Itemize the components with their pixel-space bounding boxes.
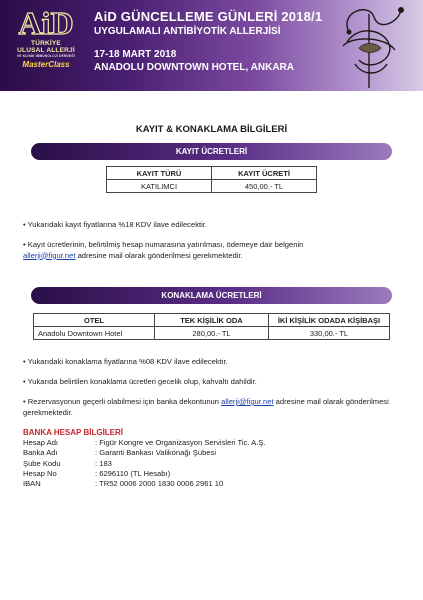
bank-value: : 183 (95, 458, 112, 468)
accommodation-band: KONAKLAMA ÜCRETLERİ (31, 287, 392, 304)
bank-key: Hesap Adı (23, 438, 59, 447)
bank-row (23, 459, 266, 469)
bank-value: : Figür Kongre ve Organizasyon Servisleri Tic. A.Ş. (95, 438, 266, 447)
header-text (94, 9, 322, 73)
reg-cell-fee: 450,00.- TL (212, 180, 317, 193)
registration-note-tail: adresine mail olarak gönderilmesi gerekmektedir. (75, 250, 243, 260)
registration-email-link[interactable]: allerji@figur.net (23, 250, 76, 260)
acc-col-hotel: OTEL (34, 314, 155, 327)
accommodation-email-link[interactable]: allerji@figur.net (221, 397, 274, 406)
accommodation-note-breakfast: • Yukarıda belirtilen konaklama ücretleri gecelik olup, kahvaltı dahildir. (23, 377, 257, 386)
reg-col-fee: KAYIT ÜCRETİ (212, 167, 317, 180)
masterclass-label: MasterClass (22, 60, 70, 69)
acc-cell-single: 280,00.- TL (155, 327, 269, 340)
logo-line-3: VE KLİNİK İMMÜNOLOJİ DERNEĞİ (16, 54, 76, 58)
table-row (107, 180, 317, 193)
event-venue: ANADOLU DOWNTOWN HOTEL, ANKARA (94, 62, 294, 73)
registration-note-text: • Kayıt ücretlerinin, belirtilmiş hesap numarasına yatırılması, ödemeye dair belgenin (23, 240, 304, 249)
event-subtitle: UYGULAMALI ANTİBİYOTİK ALLERJİSİ (94, 26, 281, 37)
bank-key: IBAN (23, 479, 41, 489)
event-dates: 17-18 MART 2018 (94, 49, 177, 60)
serpent-emblem-icon (329, 2, 409, 90)
bank-key: Şube Kodu (23, 458, 61, 468)
acc-cell-hotel: Anadolu Downtown Hotel (34, 327, 155, 340)
aid-logo-mark-icon (11, 6, 81, 40)
accommodation-note-vat: • Yukarıdaki konaklama fiyatlarına %08 KDV ilave edilecektir. (23, 357, 228, 366)
svg-text:AiD: AiD (18, 6, 74, 40)
bank-value: : TR52 0006 2000 1830 0006 2961 10 (95, 479, 224, 489)
accommodation-note-tail: adresine mail olarak gönderilmesi gerekmektedir. (23, 397, 389, 417)
bank-row (23, 469, 266, 479)
accommodation-note-reservation (23, 397, 393, 418)
bank-key: Hesap No (23, 468, 57, 478)
logo-line-1: TÜRKİYE (31, 40, 61, 47)
reg-cell-type: KATILIMCI (107, 180, 212, 193)
registration-band: KAYIT ÜCRETLERİ (31, 143, 392, 160)
aid-logo (6, 6, 86, 86)
reg-col-type: KAYIT TÜRÜ (107, 167, 212, 180)
acc-col-double: İKİ KİŞİLİK ODADA KİŞİBAŞI (268, 314, 389, 327)
registration-note-vat: • Yukarıdaki kayıt fiyatlarına %18 KDV ilave edilecektir. (23, 220, 208, 229)
bank-row (23, 479, 266, 489)
table-row (34, 327, 390, 340)
registration-table (106, 166, 317, 193)
bank-value: : Garanti Bankası Valikonağı Şubesi (95, 448, 217, 458)
logo-line-2: ULUSAL ALLERJİ (17, 47, 75, 54)
registration-note-payment (23, 240, 393, 261)
accommodation-table (33, 313, 390, 340)
bank-row (23, 438, 266, 448)
bank-value: : 6296110 (TL Hesabı) (95, 468, 171, 478)
page-title: KAYIT & KONAKLAMA BİLGİLERİ (135, 124, 288, 135)
bank-key: Banka Adı (23, 448, 58, 458)
bank-details (23, 438, 266, 489)
bank-row (23, 448, 266, 458)
event-title: AiD GÜNCELLEME GÜNLERİ 2018/1 (94, 9, 323, 24)
acc-cell-double: 330,00.- TL (268, 327, 389, 340)
bank-title: BANKA HESAP BİLGİLERİ (23, 428, 124, 437)
header-banner (0, 0, 423, 91)
acc-col-single: TEK KİŞİLİK ODA (155, 314, 269, 327)
accommodation-note-text: • Rezervasyonun geçerli olabilmesi için banka dekontunun (23, 397, 222, 406)
